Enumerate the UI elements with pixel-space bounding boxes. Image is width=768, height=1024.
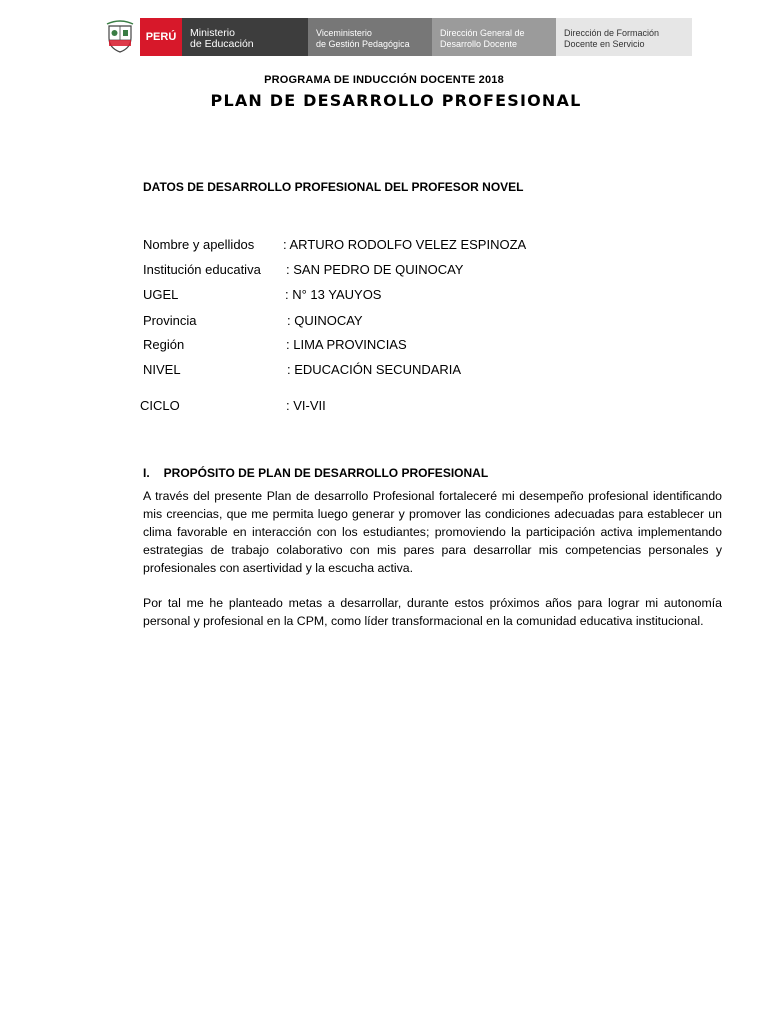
- field-label: Nombre y apellidos: [143, 237, 255, 252]
- field-value: : EDUCACIÓN SECUNDARIA: [287, 362, 462, 377]
- direccion-formacion-label: Dirección de Formación Docente en Servicio: [556, 18, 692, 56]
- field-value: : LIMA PROVINCIAS: [286, 337, 407, 352]
- section-1-paragraph-1: A través del presente Plan de desarrollo Profesional fortaleceré mi desempeño profesional identificando mis creencias, que me permita luego generar y promover las condiciones adecuadas para establecer un clima favorable en interacción con los estudiantes; promoviendo la participación activa implementando estrategias de trabajo colaborativo con mis pares para desarrollar mis competencias personales y profesionales con asertividad y la escucha activa.: [143, 489, 722, 575]
- field-label: Institución educativa: [143, 262, 261, 277]
- section-number: I.: [143, 466, 150, 480]
- direccion-general-label: Dirección General de Desarrollo Docente: [432, 18, 556, 56]
- field-label: NIVEL: [143, 362, 181, 377]
- field-value: : SAN PEDRO DE QUINOCAY: [286, 262, 464, 277]
- datos-section-title: DATOS DE DESARROLLO PROFESIONAL DEL PROFESOR NOVEL: [143, 180, 524, 194]
- field-value: : ARTURO RODOLFO VELEZ ESPINOZA: [283, 237, 527, 252]
- plan-title: PLAN DE DESARROLLO PROFESIONAL: [210, 91, 582, 110]
- field-value: : VI-VII: [286, 398, 326, 413]
- field-label: Provincia: [143, 313, 197, 328]
- field-label: Región: [143, 337, 185, 352]
- field-label: UGEL: [143, 287, 179, 302]
- section-1-title: [143, 466, 488, 480]
- viceministerio-label: Viceministerio de Gestión Pedagógica: [308, 18, 432, 56]
- field-value: : N° 13 YAUYOS: [285, 287, 382, 302]
- field-label: CICLO: [140, 398, 180, 413]
- ministry-header: [100, 18, 692, 56]
- peru-logo: PERÚ: [140, 18, 182, 56]
- section-1-paragraph-2: Por tal me he planteado metas a desarrollar, durante estos próximos años para lograr mi autonomía personal y profesional en la CPM, como líder transformacional en la comunidad educativa institucional.: [143, 596, 722, 628]
- program-title: PROGRAMA DE INDUCCIÓN DOCENTE 2018: [264, 74, 504, 86]
- ministerio-label: Ministerio de Educación: [182, 18, 308, 56]
- section-title-text: PROPÓSITO DE PLAN DE DESARROLLO PROFESIONAL: [163, 466, 489, 480]
- field-value: : QUINOCAY: [287, 313, 363, 328]
- peru-coat-of-arms-icon: [100, 18, 140, 56]
